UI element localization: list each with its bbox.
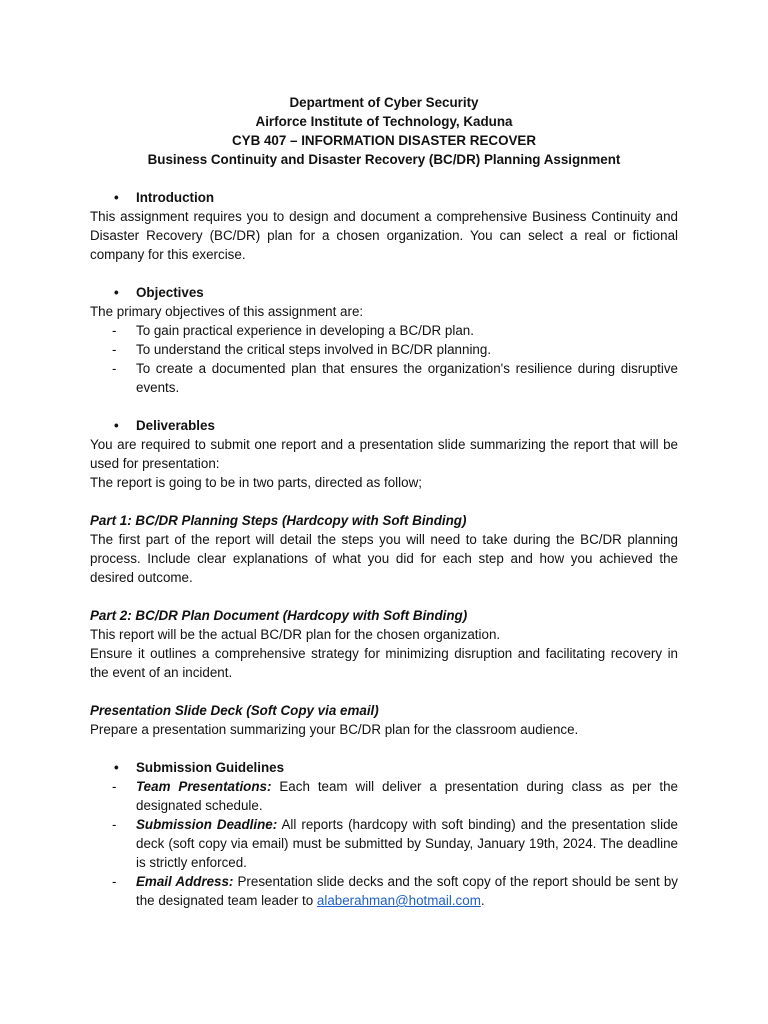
item-end: .: [480, 893, 485, 908]
bullet-icon: •: [114, 190, 119, 205]
deliverables-parts-text: The report is going to be in two parts, directed as follow;: [90, 475, 422, 490]
dash-icon: -: [112, 342, 117, 357]
item-text: All reports (hardcopy with soft binding) and the presentation slide deck (soft copy via email) must be submitted by Sunday, January 19th, 2024. The deadline is strictly enforced.: [136, 817, 678, 870]
document-header: [90, 93, 678, 169]
part2-strategy-text: Ensure it outlines a comprehensive strategy for minimizing disruption and facilitating recovery in the event of an incident.: [90, 646, 678, 680]
introduction-text: This assignment requires you to design and document a comprehensive Business Continuity and Disaster Recovery (BC/DR) plan for a chosen organization. You can select a real or fictional company for this exercise.: [90, 209, 678, 262]
part2-text: This report will be the actual BC/DR plan for the chosen organization.: [90, 627, 501, 642]
institute-line: Airforce Institute of Technology, Kaduna: [255, 114, 513, 129]
assignment-title: Business Continuity and Disaster Recovery (BC/DR) Planning Assignment: [147, 152, 621, 167]
dash-icon: -: [112, 874, 117, 889]
objectives-heading: • Objectives: [114, 285, 204, 300]
submission-heading: • Submission Guidelines: [114, 760, 285, 775]
item-label: Email Address:: [136, 874, 234, 889]
slides-title: Presentation Slide Deck (Soft Copy via email): [90, 703, 379, 718]
department-line: Department of Cyber Security: [289, 95, 479, 110]
item-text: Presentation slide decks and the soft copy of the report should be sent by the designated team leader to: [136, 874, 678, 908]
introduction-heading: • Introduction: [114, 190, 215, 205]
dash-icon: -: [112, 323, 117, 338]
slides-text: Prepare a presentation summarizing your BC/DR plan for the classroom audience.: [90, 722, 579, 737]
objective-item: - To create a documented plan that ensures the organization's resilience during disruptive events.: [112, 361, 678, 395]
course-line: CYB 407 – INFORMATION DISASTER RECOVER: [231, 133, 537, 148]
email-link[interactable]: alaberahman@hotmail.com: [316, 893, 481, 908]
part1-title: Part 1: BC/DR Planning Steps (Hardcopy with Soft Binding): [90, 513, 467, 528]
item-label: Team Presentations:: [136, 779, 272, 794]
bullet-icon: •: [114, 760, 119, 775]
bullet-icon: •: [114, 285, 119, 300]
item-text: Each team will deliver a presentation during class as per the designated schedule.: [136, 779, 679, 813]
objective-item: - To understand the critical steps involved in BC/DR planning.: [112, 342, 492, 357]
part2-title: Part 2: BC/DR Plan Document (Hardcopy with Soft Binding): [90, 608, 468, 623]
objective-item: - To gain practical experience in developing a BC/DR plan.: [112, 323, 474, 338]
dash-icon: -: [112, 779, 117, 794]
submission-item: [90, 872, 678, 910]
dash-icon: -: [112, 361, 117, 376]
bullet-icon: •: [114, 418, 119, 433]
objectives-intro: The primary objectives of this assignment are:: [90, 304, 364, 319]
submission-item: [90, 777, 678, 815]
deliverables-heading: • Deliverables: [114, 418, 215, 433]
dash-icon: -: [112, 817, 117, 832]
submission-item: [90, 815, 678, 872]
document-body: [90, 93, 678, 910]
deliverables-text: You are required to submit one report and a presentation slide summarizing the report that will be used for presentation:: [90, 437, 678, 471]
item-label: Submission Deadline:: [136, 817, 278, 832]
part1-text: The first part of the report will detail the steps you will need to take during the BC/DR planning process. Include clear explanations of what you did for each step and how you achieved the desired outcome.: [90, 532, 678, 585]
